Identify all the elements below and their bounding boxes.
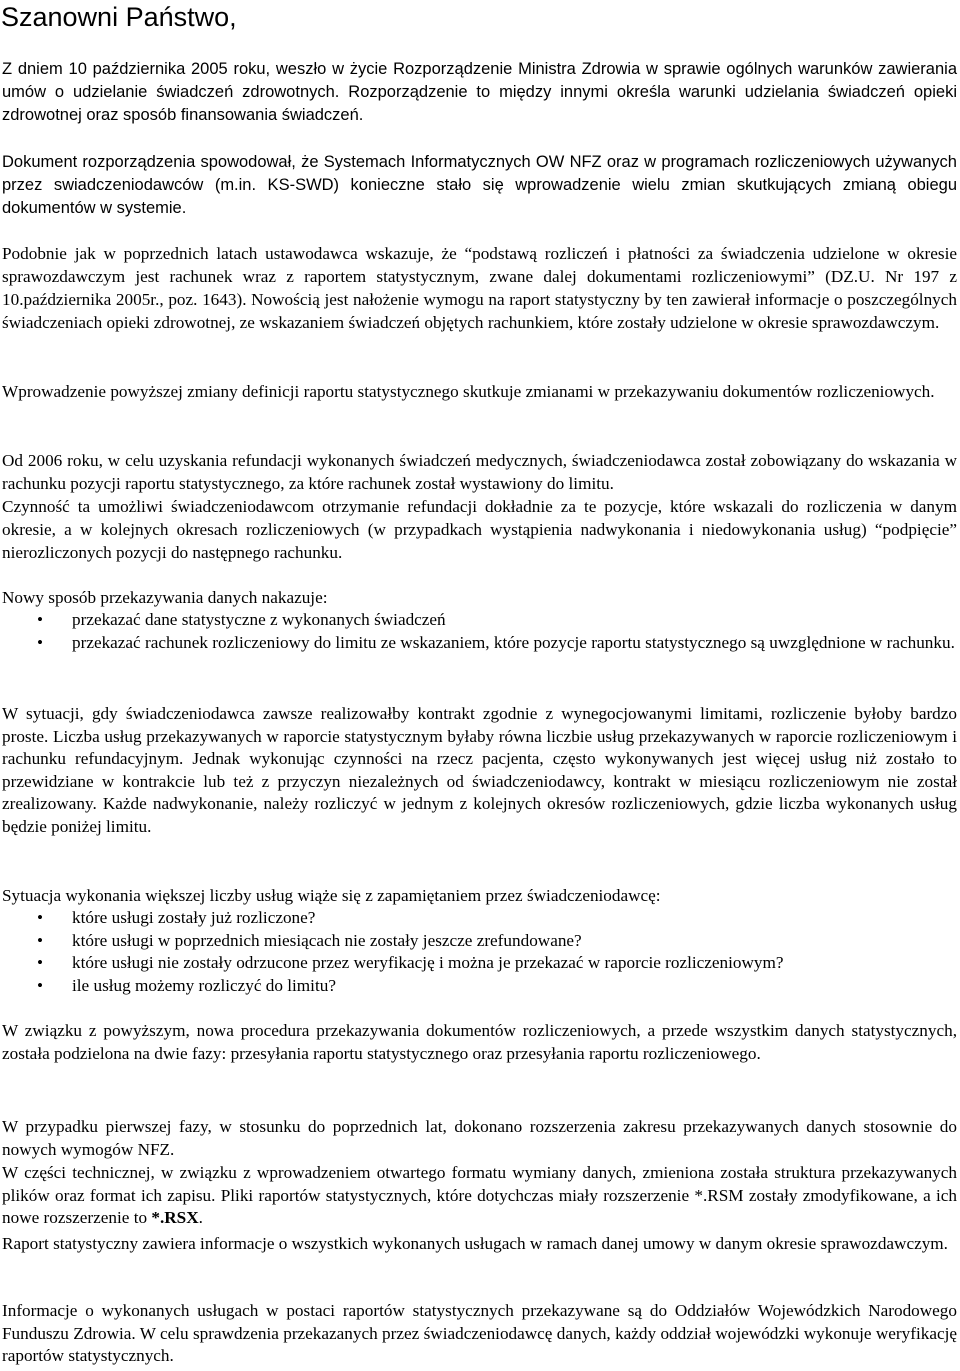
bullet-icon: • xyxy=(37,632,44,652)
bullet-icon: • xyxy=(37,908,44,927)
paragraph-od-2006: Od 2006 roku, w celu uzyskania refundacji wykonanych świadczeń medycznych, świadczeniodawca został zobowiązany do wskazania w rachunku pozycji raportu statystycznego, za które rachunek został wystawiony do limitu. xyxy=(2,451,957,493)
paragraph-w-zwiazku: W związku z powyższym, nowa procedura przekazywania dokumentów rozliczeniowych, a przede wszystkim danych statystycznych, została podzielona na dwie fazy: przesyłania raportu statystycznego oraz przesyłania raportu rozliczeniowego. xyxy=(2,1021,957,1063)
list-item-text: które usługi nie zostały odrzucone przez weryfikację i można je przekazać w raporcie rozliczeniowym? xyxy=(72,953,784,973)
bullet-icon: • xyxy=(37,953,44,973)
list-item xyxy=(0,975,957,998)
paragraph-czynnosc: Czynność ta umożliwi świadczeniodawcom otrzymanie refundacji dokładnie za te pozycje, które wskazali do rozliczenia w danym okresie, a w kolejnych okresach rozliczeniowych (w przypadkach wystąpienia nadwykonania i niedowykonania usług) “podpięcie” nierozliczonych pozycji do następnego rachunku. xyxy=(2,497,957,562)
paragraph-w-czesci-end: . xyxy=(198,1208,203,1228)
file-extension-rsx: *.RSX xyxy=(151,1208,199,1228)
salutation-heading: Szanowni Państwo, xyxy=(1,2,237,32)
list-item xyxy=(0,952,957,975)
paragraph-w-przypadku: W przypadku pierwszej fazy, w stosunku do poprzednich lat, dokonano rozszerzenia zakresu przekazywanych danych stosownie do nowych wymogów NFZ. xyxy=(2,1117,957,1159)
paragraph-nowy-sposob: Nowy sposób przekazywania danych nakazuje: xyxy=(2,588,328,607)
list-item-text: ile usług możemy rozliczyć do limitu? xyxy=(72,975,336,995)
list-item xyxy=(0,632,957,655)
paragraph-intro: Z dniem 10 października 2005 roku, weszło w życie Rozporządzenie Ministra Zdrowia w sprawie ogólnych warunków zawierania umów o udzielanie świadczeń zdrowotnych. Rozporządzenie to między innymi określa warunki udzielania świadczeń opieki zdrowotnej oraz sposób finansowania świadczeń. xyxy=(2,60,957,124)
bullet-list-pytania xyxy=(0,907,957,997)
list-item xyxy=(0,609,957,632)
list-item-text: przekazać rachunek rozliczeniowy do limitu ze wskazaniem, które pozycje raportu statystycznego są uwzględnione w rachunku. xyxy=(72,632,955,652)
paragraph-informacje: Informacje o wykonanych usługach w postaci raportów statystycznych przekazywane są do Oddziałów Wojewódzkich Narodowego Funduszu Zdrowia. W celu sprawdzenia przekazanych przez świadczeniodawcę danych, każdy oddział wojewódzki wykonuje weryfikację raportów statystycznych. xyxy=(2,1301,957,1366)
list-item-text: które usługi w poprzednich miesiącach nie zostały jeszcze zrefundowane? xyxy=(72,930,582,950)
bullet-icon: • xyxy=(37,610,44,629)
paragraph-wprowadzenie: Wprowadzenie powyższej zmiany definicji raportu statystycznego skutkuje zmianami w przekazywaniu dokumentów rozliczeniowych. xyxy=(2,382,935,401)
paragraph-dokument: Dokument rozporządzenia spowodował, że Systemach Informatycznych OW NFZ oraz w programach rozliczeniowych używanych przez swiadczeniodawców (m.in. KS-SWD) konieczne stało się wprowadzenie wielu zmian skutkujących zmianą obiegu dokumentów w systemie. xyxy=(2,153,957,217)
paragraph-w-czesci-text: W części technicznej, w związku z wprowadzeniem otwartego formatu wymiany danych, zmieniona została struktura przekazywanych plików oraz format ich zapisu. Pliki raportów statystycznych, które dotychczas miały rozszerzenie *.RSM zostały zmodyfikowane, a ich nowe rozszerzenie to xyxy=(2,1163,957,1228)
bullet-icon: • xyxy=(37,930,44,950)
list-item xyxy=(0,930,957,953)
list-item-text: przekazać dane statystyczne z wykonanych świadczeń xyxy=(72,610,446,629)
list-item-text: które usługi zostały już rozliczone? xyxy=(72,908,316,927)
paragraph-sytuacja-wykonania: Sytuacja wykonania większej liczby usług wiąże się z zapamiętaniem przez świadczeniodawcę: xyxy=(2,886,661,905)
paragraph-raport: Raport statystyczny zawiera informacje o wszystkich wykonanych usługach w ramach danej umowy w danym okresie sprawozdawczym. xyxy=(2,1234,948,1253)
list-item xyxy=(0,907,957,930)
bullet-icon: • xyxy=(37,975,44,995)
bullet-list-nakazuje xyxy=(0,609,957,654)
paragraph-sytuacji: W sytuacji, gdy świadczeniodawca zawsze realizowałby kontrakt zgodnie z wynegocjowanymi limitami, rozliczenie byłoby bardzo proste. Liczba usług przekazywanych w raporcie statystycznym byłaby równa liczbie usług przekazywanych w raporcie rozliczeniowym i rachunku refundacyjnym. Jednak wykonując czynności na rzecz pacjenta, często wykonywanych jest więcej usług niż zostało to przewidziane w kontrakcie lub też z przyczyn niezależnych od świadczeniodawcy, kontrakt w miesiącu rozliczeniowym nie został zrealizowany. Każde nadwykonanie, należy rozliczyć w jednym z kolejnych okresów rozliczeniowych, gdzie liczba wykonanych usług będzie poniżej limitu. xyxy=(2,704,957,836)
paragraph-podobnie: Podobnie jak w poprzednich latach ustawodawca wskazuje, że “podstawą rozliczeń i płatności za świadczenia udzielone w okresie sprawozdawczym jest rachunek wraz z raportem statystycznym, zwane dalej dokumentami rozliczeniowymi” (DZ.U. Nr 197 z 10.października 2005r., poz. 1643). Nowością jest nałożenie wymogu na raport statystyczny by ten zawierał informacje o poszczególnych świadczeniach opieki zdrowotnej, ze wskazaniem świadczeń objętych rachunkiem, które zostały udzielone w okresie sprawozdawczym. xyxy=(2,244,957,332)
paragraph-w-czesci xyxy=(2,1162,957,1230)
